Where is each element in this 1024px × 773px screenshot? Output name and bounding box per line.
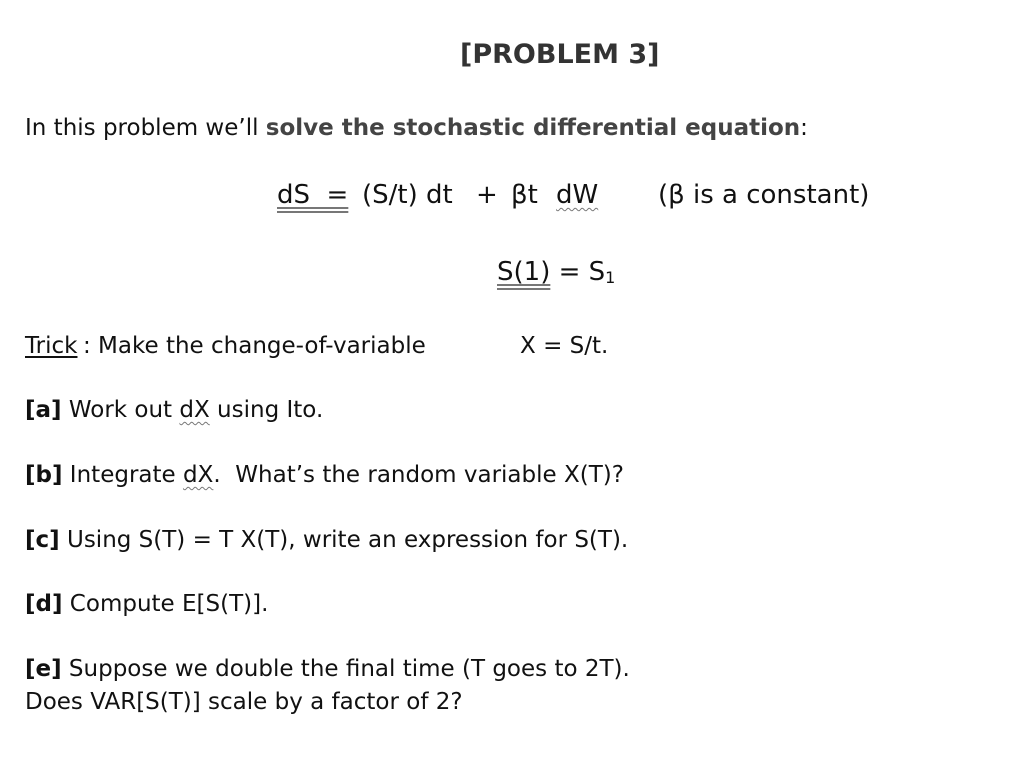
question-e [25, 654, 630, 684]
equation-drift: (S/t) dt [362, 180, 453, 210]
question-b-label: [b] [25, 462, 63, 488]
question-c [25, 525, 628, 555]
equation-beta-t: βt [511, 180, 538, 210]
question-b-pre: Integrate [62, 462, 183, 488]
trick-label-text: Trick [25, 333, 78, 359]
intro-tail: : [800, 115, 808, 141]
initial-condition-subscript: 1 [605, 268, 616, 287]
page-title: [PROBLEM 3] [460, 39, 660, 70]
question-c-label: [c] [25, 527, 60, 553]
equation-lhs-text: dS = [277, 180, 349, 210]
question-a-post: using Ito. [209, 397, 324, 423]
question-a-pre: Work out [61, 397, 180, 423]
equation-dw [556, 180, 598, 210]
intro-sentence [25, 113, 808, 143]
question-e-line1: Suppose we double the final time (T goes to 2T). [61, 656, 630, 682]
initial-condition-lhs: S(1) [497, 257, 551, 287]
question-c-text: Using S(T) = T X(T), write an expression for S(T). [59, 527, 629, 553]
intro-emphasis: solve the stochastic differential equation [265, 115, 801, 141]
question-e-label: [e] [25, 656, 62, 682]
question-e-line2: Does VAR[S(T)] scale by a factor of 2? [25, 689, 463, 715]
equation-note: (β is a constant) [658, 180, 870, 210]
equation-plus: + [476, 180, 498, 210]
question-a-var: dX [179, 397, 210, 423]
equation-dw-text: dW [556, 180, 599, 210]
question-d-text: Compute E[S(T)]. [62, 591, 269, 617]
question-b-var: dX [182, 462, 214, 488]
equation-lhs [277, 180, 348, 210]
initial-condition-eq: = S [550, 257, 606, 287]
question-a [25, 395, 323, 425]
initial-condition [497, 257, 615, 293]
question-d [25, 589, 268, 619]
question-d-label: [d] [25, 591, 63, 617]
question-b [25, 460, 624, 490]
question-a-label: [a] [25, 397, 62, 423]
trick-substitution: X = S/t. [520, 333, 609, 359]
trick-text: : Make the change-of-variable [83, 333, 426, 359]
question-b-post: . What’s the random variable X(T)? [213, 462, 624, 488]
trick-label [25, 331, 77, 361]
intro-lead: In this problem we’ll [25, 115, 266, 141]
